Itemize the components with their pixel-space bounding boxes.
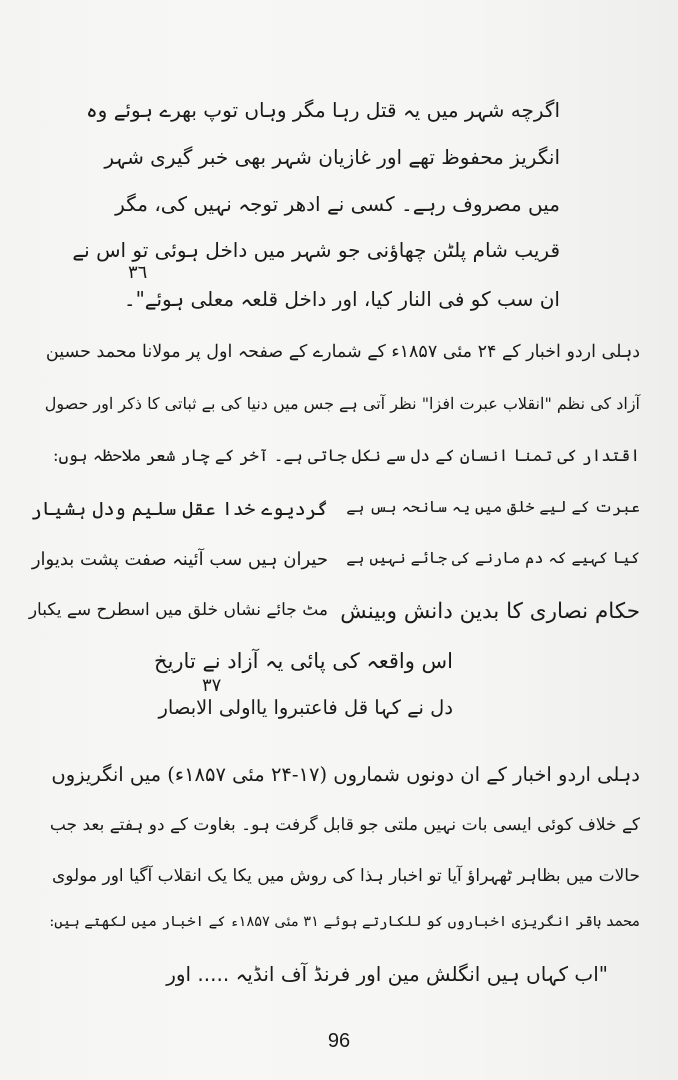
- page-number: 96: [327, 1030, 351, 1052]
- poem-verse-first: حکام نصاری کا بدین دانش وبینش: [340, 599, 640, 624]
- quote-line: قریب شام پلٹن چھاؤنی جو شہر میں داخل ہوئی تو اس نے: [72, 238, 560, 262]
- poem-verse-second: مٹ جائے نشاں خلق میں اسطرح سے یکبار: [28, 600, 328, 620]
- paragraph-line: حالات میں بظاہر ٹھہراؤ آیا تو اخبار ہذا کی روش میں یکا یک انقلاب آگیا اور مولوی: [51, 866, 640, 886]
- poem-closing: اس واقعہ کی پائی یہ آزاد نے تاریخ: [154, 649, 453, 673]
- quote-line: میں مصروف رہے۔ کسی نے ادھر توجہ نہیں کی، مگر: [115, 192, 560, 216]
- paragraph-line: کے خلاف کوئی ایسی بات نہیں ملتی جو قابل گرفت ہو۔ بغاوت کے دو ہفتے بعد جب: [49, 815, 640, 835]
- quote-line: اگرچه شہر میں یہ قتل رہا مگر وہاں توپ بھرے ہوئے وہ: [85, 98, 560, 122]
- poem-verse-second: حیران ہیں سب آئینہ صفت پشت بدیوار: [31, 549, 328, 570]
- poem-closing: دل نے کہا قل فاعتبروا یااولی الابصار: [158, 696, 453, 719]
- quote-line: ان سب کو فی النار کیا، اور داخل قلعہ معلی ہوئے"۔: [123, 287, 560, 311]
- paragraph-line: آزاد کی نظم "انقلاب عبرت افزا" نظر آتی ہے جس میں دنیا کی بے ثباتی کا ذکر اور حصول: [44, 394, 640, 413]
- quote-line: انگریز محفوظ تھے اور غازیان شہر بھی خبر گیری شہر: [104, 145, 560, 169]
- paragraph-line: دہلی اردو اخبار کے ۲۴ مئی ۱۸۵۷ء کے شمارے کے صفحہ اول پر مولانا محمد حسین: [45, 342, 640, 362]
- poem-verse-first: عبرت کے لیے خلق میں یہ سانحہ بس ہے: [346, 498, 640, 516]
- poem-verse-first: کیا کہیے کہ دم مارنے کی جائے نہیں ہے: [346, 549, 640, 567]
- footnote-marker: ۳۷: [202, 675, 222, 696]
- paragraph-line: دہلی اردو اخبار کے ان دونوں شماروں (۱۷-۲۴ مئی ۱۸۵۷ء) میں انگریزوں: [51, 763, 640, 786]
- quote-line: "اب کہاں ہیں انگلش مین اور فرنڈ آف انڈیہ ..... اور: [166, 962, 608, 986]
- poem-verse-second: گردیوے خدا عقل سلیم ودل ہشیار: [30, 498, 328, 520]
- paragraph-line: محمد باقر انگریزی اخباروں کو للکارتے ہوئے ۳۱ مئی ۱۸۵۷ء کے اخبار میں لکھتے ہیں:: [49, 914, 640, 930]
- paragraph-line: اقتدار کی تمنا انسان کے دل سے نکل جاتی ہے۔ آخر کے چار شعر ملاحظہ ہوں:: [53, 446, 640, 465]
- footnote-marker: ٣٦: [128, 262, 148, 283]
